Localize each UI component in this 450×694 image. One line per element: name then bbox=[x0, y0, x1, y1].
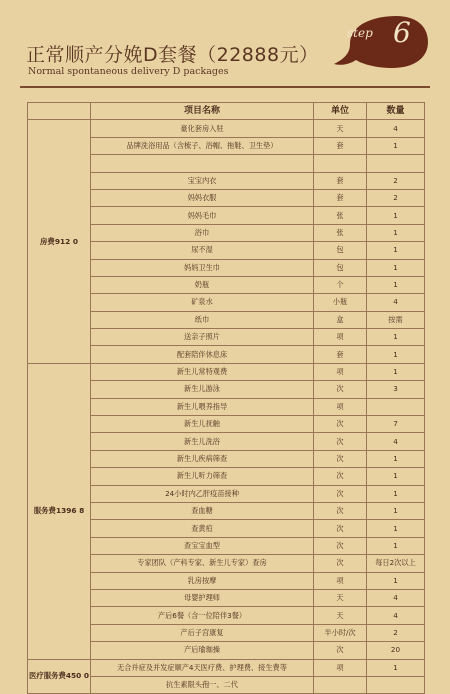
quantity-cell: 20 bbox=[367, 642, 425, 659]
unit-cell: 项 bbox=[314, 398, 367, 415]
item-name-cell: 24小时内乙肝疫苗接种 bbox=[91, 485, 314, 502]
item-name-cell: 专家团队（产科专家、新生儿专家）查房 bbox=[91, 555, 314, 572]
quantity-cell: 1 bbox=[367, 207, 425, 224]
quantity-cell: 1 bbox=[367, 659, 425, 676]
item-name-cell: 尿不湿 bbox=[91, 242, 314, 259]
unit-cell: 次 bbox=[314, 416, 367, 433]
item-name-cell: 乳房按摩 bbox=[91, 572, 314, 589]
quantity-cell: 按需 bbox=[367, 311, 425, 328]
unit-cell: 项 bbox=[314, 572, 367, 589]
quantity-cell: 1 bbox=[367, 363, 425, 380]
table-row bbox=[28, 363, 425, 380]
quantity-cell: 4 bbox=[367, 433, 425, 450]
item-name-cell: 奶瓶 bbox=[91, 276, 314, 293]
item-name-cell: 产后子宫康复 bbox=[91, 624, 314, 641]
quantity-cell: 1 bbox=[367, 224, 425, 241]
quantity-cell: 1 bbox=[367, 329, 425, 346]
quantity-cell: 每日2次以上 bbox=[367, 555, 425, 572]
unit-cell: 套 bbox=[314, 346, 367, 363]
quantity-cell: 1 bbox=[367, 346, 425, 363]
unit-cell: 张 bbox=[314, 224, 367, 241]
quantity-cell: 1 bbox=[367, 572, 425, 589]
item-name-cell: 送亲子照片 bbox=[91, 329, 314, 346]
item-name-cell: 纸巾 bbox=[91, 311, 314, 328]
table-row bbox=[28, 659, 425, 676]
unit-cell: 次 bbox=[314, 520, 367, 537]
item-name-cell: 新生儿听力筛查 bbox=[91, 468, 314, 485]
quantity-cell: 4 bbox=[367, 607, 425, 624]
unit-cell: 次 bbox=[314, 485, 367, 502]
unit-cell: 盒 bbox=[314, 311, 367, 328]
quantity-cell: 2 bbox=[367, 624, 425, 641]
item-name-cell: 新生儿喂养指导 bbox=[91, 398, 314, 415]
quantity-cell: 3 bbox=[367, 381, 425, 398]
unit-cell: 次 bbox=[314, 381, 367, 398]
item-name-cell: 新生儿疾病筛查 bbox=[91, 450, 314, 467]
item-name-cell: 品牌洗浴用品（含梳子、浴帽、拖鞋、卫生垫） bbox=[91, 137, 314, 154]
quantity-cell: 1 bbox=[367, 259, 425, 276]
quantity-cell bbox=[367, 398, 425, 415]
table-row bbox=[28, 120, 425, 137]
quantity-cell: 2 bbox=[367, 172, 425, 189]
badge-speech-bubble-shape bbox=[334, 16, 428, 68]
unit-cell: 张 bbox=[314, 207, 367, 224]
category-cell: 服务费1396 8 bbox=[28, 363, 91, 659]
quantity-cell: 1 bbox=[367, 137, 425, 154]
item-name-cell: 配套陪伴休息床 bbox=[91, 346, 314, 363]
item-name-cell: 查宝宝血型 bbox=[91, 537, 314, 554]
unit-cell: 包 bbox=[314, 259, 367, 276]
unit-cell: 项 bbox=[314, 363, 367, 380]
unit-cell: 次 bbox=[314, 468, 367, 485]
item-name-cell: 无合并症及并发症顺产4天医疗费、护理费、接生费等 bbox=[91, 659, 314, 676]
page-title: 正常顺产分娩D套餐（22888元） bbox=[26, 44, 319, 66]
unit-cell: 小瓶 bbox=[314, 294, 367, 311]
table-header-row bbox=[28, 103, 425, 120]
unit-cell: 次 bbox=[314, 433, 367, 450]
unit-cell: 半小时/次 bbox=[314, 624, 367, 641]
category-cell: 医疗服务费450 0 bbox=[28, 659, 91, 694]
unit-cell bbox=[314, 155, 367, 172]
quantity-cell: 7 bbox=[367, 416, 425, 433]
item-name-cell: 矿泉水 bbox=[91, 294, 314, 311]
unit-cell: 项 bbox=[314, 659, 367, 676]
category-cell: 房费912 0 bbox=[28, 120, 91, 363]
item-name-cell: 产后瑜珈操 bbox=[91, 642, 314, 659]
item-name-cell: 新生儿抚触 bbox=[91, 416, 314, 433]
quantity-cell: 1 bbox=[367, 468, 425, 485]
item-name-cell: 查黄疸 bbox=[91, 520, 314, 537]
quantity-cell bbox=[367, 155, 425, 172]
unit-cell: 包 bbox=[314, 242, 367, 259]
unit-cell bbox=[314, 676, 367, 693]
quantity-cell: 1 bbox=[367, 485, 425, 502]
unit-cell: 次 bbox=[314, 555, 367, 572]
item-name-cell: 新生儿常特观费 bbox=[91, 363, 314, 380]
unit-cell: 套 bbox=[314, 172, 367, 189]
unit-cell: 天 bbox=[314, 589, 367, 606]
badge-step-number: 6 bbox=[393, 16, 411, 49]
unit-cell: 次 bbox=[314, 450, 367, 467]
title-rule bbox=[20, 86, 430, 88]
quantity-cell: 4 bbox=[367, 294, 425, 311]
unit-cell: 天 bbox=[314, 120, 367, 137]
unit-cell: 套 bbox=[314, 189, 367, 206]
item-name-cell: 母婴护理师 bbox=[91, 589, 314, 606]
header-unit: 单位 bbox=[314, 103, 367, 120]
header-quantity: 数量 bbox=[367, 103, 425, 120]
quantity-cell: 1 bbox=[367, 537, 425, 554]
unit-cell: 次 bbox=[314, 642, 367, 659]
item-name-cell: 豪化套房入驻 bbox=[91, 120, 314, 137]
quantity-cell: 1 bbox=[367, 520, 425, 537]
unit-cell: 次 bbox=[314, 502, 367, 519]
item-name-cell bbox=[91, 155, 314, 172]
badge-step-text: step bbox=[347, 26, 373, 40]
unit-cell: 个 bbox=[314, 276, 367, 293]
quantity-cell: 1 bbox=[367, 242, 425, 259]
quantity-cell: 2 bbox=[367, 189, 425, 206]
item-name-cell: 抗生素限头孢一、二代 bbox=[91, 676, 314, 693]
item-name-cell: 产后6餐（含一位陪伴3餐） bbox=[91, 607, 314, 624]
header-category bbox=[28, 103, 91, 120]
quantity-cell: 4 bbox=[367, 120, 425, 137]
unit-cell: 次 bbox=[314, 537, 367, 554]
unit-cell: 天 bbox=[314, 607, 367, 624]
quantity-cell: 1 bbox=[367, 450, 425, 467]
package-table bbox=[27, 102, 425, 694]
item-name-cell: 新生儿游泳 bbox=[91, 381, 314, 398]
table-body bbox=[28, 120, 425, 694]
unit-cell: 套 bbox=[314, 137, 367, 154]
header-item-name: 项目名称 bbox=[91, 103, 314, 120]
quantity-cell: 1 bbox=[367, 502, 425, 519]
quantity-cell: 4 bbox=[367, 589, 425, 606]
item-name-cell: 妈妈毛巾 bbox=[91, 207, 314, 224]
item-name-cell: 妈妈衣服 bbox=[91, 189, 314, 206]
item-name-cell: 新生儿洗浴 bbox=[91, 433, 314, 450]
quantity-cell: 1 bbox=[367, 276, 425, 293]
unit-cell: 项 bbox=[314, 329, 367, 346]
page-subtitle: Normal spontaneous delivery D packages bbox=[28, 66, 229, 77]
item-name-cell: 查血糖 bbox=[91, 502, 314, 519]
quantity-cell bbox=[367, 676, 425, 693]
item-name-cell: 宝宝内衣 bbox=[91, 172, 314, 189]
item-name-cell: 浴巾 bbox=[91, 224, 314, 241]
item-name-cell: 妈妈卫生巾 bbox=[91, 259, 314, 276]
step-badge bbox=[330, 12, 430, 72]
